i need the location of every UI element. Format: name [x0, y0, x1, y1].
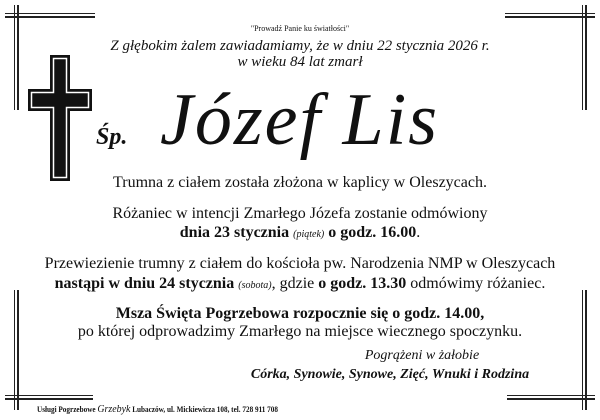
- paragraph-rosary-line-2: [0, 224, 600, 242]
- paragraph-mass-line-2: po której odprowadzimy Zmarłego na miejsce wiecznego spoczynku.: [77, 323, 523, 340]
- paragraph-transfer-line-1: Przewiezienie trumny z ciałem do kościoła pw. Narodzenia NMP w Oleszycach: [44, 255, 556, 272]
- rosary-day: (piątek): [293, 229, 325, 240]
- paragraph-rosary-line-1: Różaniec w intencji Zmarłego Józefa zostanie odmówiony: [112, 205, 488, 222]
- paragraph-coffin: Trumna z ciałem została złożona w kaplicy w Oleszycach.: [113, 174, 487, 191]
- footer-prefix: Usługi Pogrzebowe: [37, 405, 96, 414]
- rosary-end: .: [416, 224, 421, 241]
- transfer-time: o godz. 13.30: [318, 275, 407, 292]
- quote: "Prowadź Panie ku światłości": [250, 24, 350, 33]
- cross-icon: [28, 55, 92, 181]
- funeral-home-footer: [37, 403, 278, 415]
- deceased-name: Józef Lis: [160, 79, 440, 161]
- mourners-label: Pogrążeni w żałobie: [364, 348, 480, 363]
- transfer-mid: , gdzie: [271, 275, 315, 292]
- transfer-end: odmówimy różaniec.: [410, 275, 546, 292]
- rosary-date: dnia 23 stycznia: [179, 224, 290, 241]
- transfer-day: (sobota): [238, 280, 272, 291]
- intro-line-1: Z głębokim żalem zawiadamiamy, że w dniu 22 stycznia 2026 r.: [110, 38, 490, 54]
- transfer-date: nastąpi w dniu 24 stycznia: [54, 275, 235, 292]
- intro-line-2: w wieku 84 lat zmarł: [237, 54, 363, 70]
- rosary-time: o godz. 16.00: [328, 224, 417, 241]
- paragraph-mass-line-1: Msza Święta Pogrzebowa rozpocznie się o godz. 14.00,: [115, 305, 485, 322]
- paragraph-transfer-line-2: [0, 275, 600, 293]
- mourners-names: Córka, Synowie, Synowe, Zięć, Wnuki i Rodzina: [250, 367, 530, 382]
- footer-brand: Grzebyk: [97, 403, 131, 415]
- footer-address: Lubaczów, ul. Mickiewicza 108, tel. 728 911 708: [132, 405, 278, 414]
- name-prefix: Śp.: [96, 124, 128, 150]
